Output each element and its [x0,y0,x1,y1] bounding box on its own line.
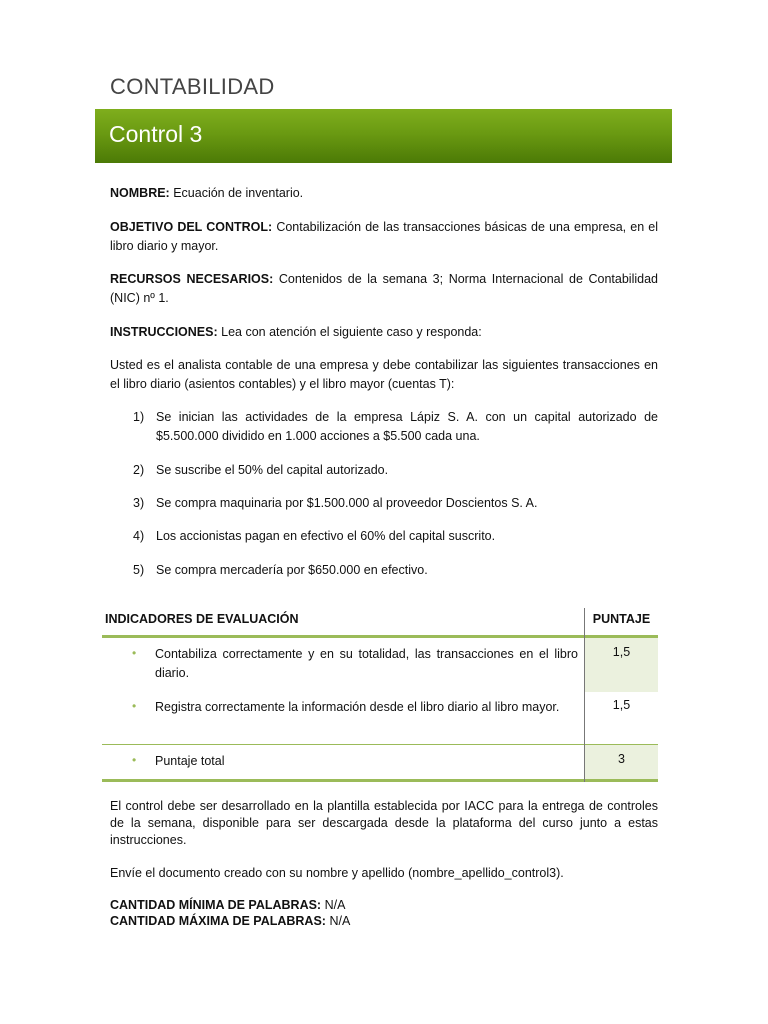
title-banner [95,109,672,163]
transaction-text: Se compra maquinaria por $1.500.000 al proveedor Doscientos S. A. [156,496,538,510]
instrucciones-value: Lea con atención el siguiente caso y responda: [221,325,482,339]
transaction-text: Se inician las actividades de la empresa Lápiz S. A. con un capital autorizado de $5.500.000 dividido en 1.000 acciones a $5.500 cada una. [156,410,658,443]
objetivo-value: Contabilización de las transacciones básicas de una empresa, en el libro diario y mayor. [110,220,659,253]
course-title: CONTABILIDAD [110,74,275,99]
bullet-icon: • [132,646,137,660]
indicator-text: Contabiliza correctamente y en su totalidad, las transacciones en el libro diario. [155,647,578,680]
send-note: Envíe el documento creado con su nombre y apellido (nombre_apellido_control3). [110,866,564,880]
recursos-value: Contenidos de la semana 3; Norma Internacional de Contabilidad (NIC) nº 1. [110,272,658,305]
transaction-item [133,461,658,480]
transaction-number: 3) [133,496,145,510]
max-words [110,913,350,929]
transaction-text: Se suscribe el 50% del capital autorizado. [156,463,389,477]
transaction-item [133,527,658,546]
header-score: PUNTAJE [592,612,651,626]
indicator-score: 1,5 [612,645,631,659]
control-title: Control 3 [109,121,203,147]
nombre-value: Ecuación de inventario. [173,186,304,200]
transaction-item [133,561,658,580]
total-label: Puntaje total [155,754,225,768]
template-note: El control debe ser desarrollado en la plantilla establecida por IACC para la entrega de controles de la semana, disponible para ser descargada desde la plataforma del curso junto a estas instrucciones. [110,799,658,847]
nombre-field [110,184,658,203]
transaction-number: 2) [133,463,145,477]
bullet-icon: • [132,699,137,713]
table-rule-top [102,635,658,638]
transaction-number: 1) [133,410,145,424]
table-rule-total [102,744,658,745]
evaluation-table [102,608,658,784]
transaction-text: Los accionistas pagan en efectivo el 60% del capital suscrito. [156,529,496,543]
bullet-icon: • [132,753,137,767]
objetivo-field [110,218,658,256]
total-score: 3 [618,752,625,766]
recursos-label: RECURSOS NECESARIOS: [110,272,274,286]
instrucciones-field [110,323,658,342]
indicator-text: Registra correctamente la información desde el libro diario al libro mayor. [155,700,560,714]
indicator-score: 1,5 [612,698,631,712]
transaction-number: 5) [133,563,145,577]
objetivo-label: OBJETIVO DEL CONTROL: [110,220,273,234]
transaction-text: Se compra mercadería por $650.000 en efectivo. [156,563,428,577]
transaction-item [133,408,658,446]
recursos-field [110,270,658,308]
transaction-item [133,494,658,513]
header-indicators: INDICADORES DE EVALUACIÓN [105,612,299,626]
max-words-label: CANTIDAD MÁXIMA DE PALABRAS: [110,914,326,928]
case-intro: Usted es el analista contable de una empresa y debe contabilizar las siguientes transacciones en el libro diario (asientos contables) y el libro mayor (cuentas T): [110,358,658,391]
max-words-value: N/A [329,914,351,928]
min-words-value: N/A [324,898,346,912]
table-rule-bottom [102,779,658,782]
transaction-number: 4) [133,529,145,543]
nombre-label: NOMBRE: [110,186,170,200]
min-words-label: CANTIDAD MÍNIMA DE PALABRAS: [110,898,322,912]
min-words [110,897,345,913]
instrucciones-label: INSTRUCCIONES: [110,325,218,339]
